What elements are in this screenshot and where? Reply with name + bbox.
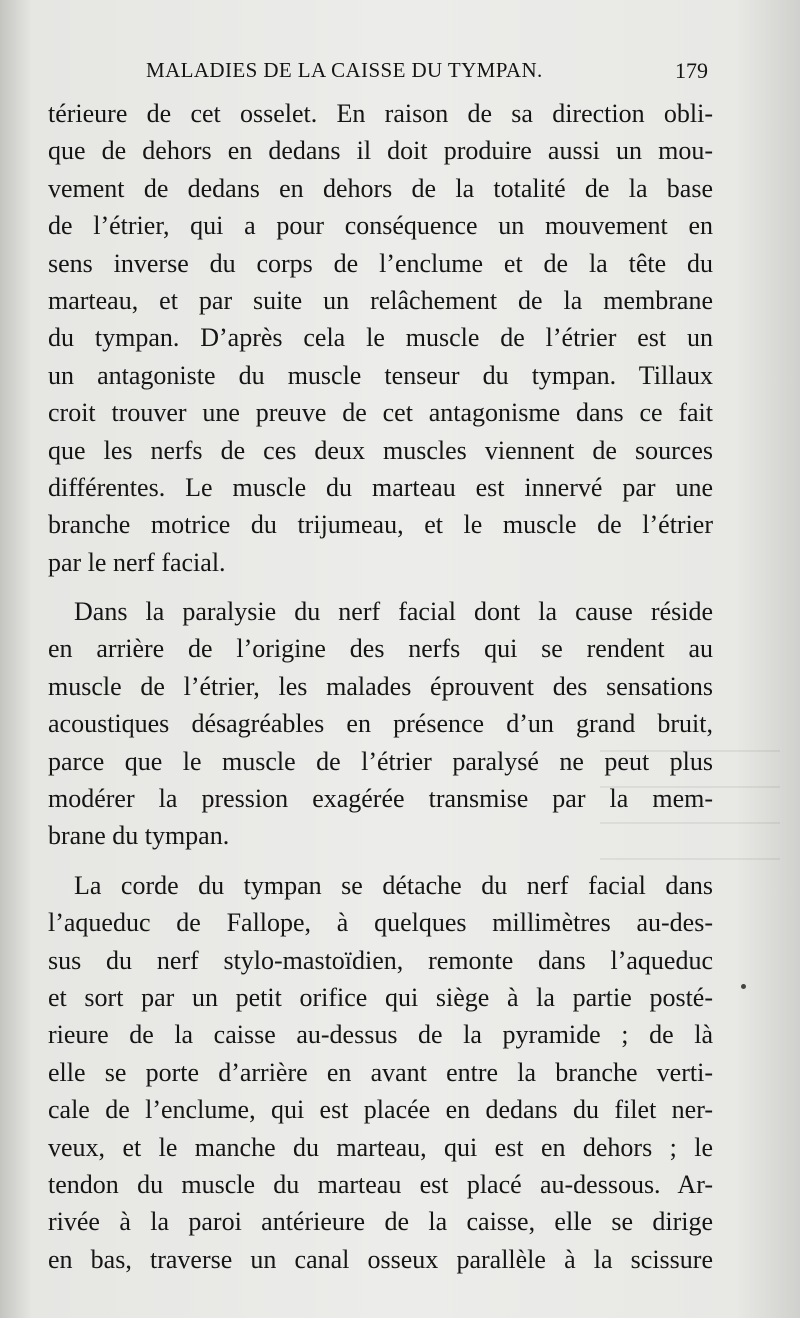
- text-line: Dans la paralysie du nerf facial dont la cause réside: [74, 597, 713, 627]
- text-line: elle se porte d’arrière en avant entre la branche verti-: [48, 1057, 713, 1087]
- text-line: parce que le muscle de l’étrier paralysé ne peut plus: [48, 746, 713, 776]
- text-line: La corde du tympan se détache du nerf facial dans: [74, 870, 713, 900]
- text-line: par le nerf facial.: [48, 547, 226, 577]
- text-line: muscle de l’étrier, les malades éprouvent des sensations: [48, 671, 713, 701]
- text-line: acoustiques désagréables en présence d’un grand bruit,: [48, 709, 713, 739]
- text-line: rivée à la paroi antérieure de la caisse, elle se dirige: [48, 1207, 713, 1237]
- text-line: cale de l’enclume, qui est placée en dedans du filet ner-: [48, 1095, 713, 1125]
- text-line: vement de dedans en dehors de la totalité de la base: [48, 173, 713, 203]
- text-line: que les nerfs de ces deux muscles viennent de sources: [48, 435, 713, 465]
- text-line: un antagoniste du muscle tenseur du tympan. Tillaux: [48, 360, 713, 390]
- text-line: du tympan. D’après cela le muscle de l’étrier est un: [48, 323, 713, 353]
- text-line: en arrière de l’origine des nerfs qui se rendent au: [48, 634, 713, 664]
- running-title: MALADIES DE LA CAISSE DU TYMPAN.: [146, 58, 543, 82]
- text-line: branche motrice du trijumeau, et le muscle de l’étrier: [48, 510, 713, 540]
- paragraph: [48, 867, 713, 1278]
- text-line: sens inverse du corps de l’enclume et de la tête du: [48, 248, 713, 278]
- text-line: rieure de la caisse au-dessus de la pyramide ; de là: [48, 1020, 713, 1050]
- text-line: sus du nerf stylo-mastoïdien, remonte dans l’aqueduc: [48, 945, 713, 975]
- text-line: veux, et le manche du marteau, qui est en dehors ; le: [48, 1132, 713, 1162]
- text-line: en bas, traverse un canal osseux parallèle à la scissure: [48, 1244, 713, 1274]
- text-line: térieure de cet osselet. En raison de sa direction obli-: [48, 99, 713, 128]
- text-line: différentes. Le muscle du marteau est innervé par une: [48, 472, 713, 502]
- text-line: modérer la pression exagérée transmise par la mem-: [48, 784, 713, 814]
- page-number: 179: [675, 58, 708, 83]
- paragraph: [48, 95, 713, 581]
- text-line: que de dehors en dedans il doit produire aussi un mou-: [48, 136, 713, 166]
- text-line: marteau, et par suite un relâchement de la membrane: [48, 285, 713, 315]
- text-line: brane du tympan.: [48, 821, 230, 851]
- text-line: croit trouver une preuve de cet antagonisme dans ce fait: [48, 398, 713, 428]
- paragraph-gap: [48, 581, 713, 593]
- paragraph-gap: [48, 855, 713, 867]
- text-line: l’aqueduc de Fallope, à quelques millimètres au-des-: [48, 908, 713, 938]
- paragraph: [48, 593, 713, 855]
- running-header: [146, 58, 708, 88]
- ink-speck: [741, 984, 746, 989]
- text-line: et sort par un petit orifice qui siège à la partie posté-: [48, 982, 713, 1012]
- body-text: [48, 95, 713, 1278]
- text-line: de l’étrier, qui a pour conséquence un mouvement en: [48, 211, 713, 241]
- text-line: tendon du muscle du marteau est placé au-dessous. Ar-: [48, 1169, 713, 1199]
